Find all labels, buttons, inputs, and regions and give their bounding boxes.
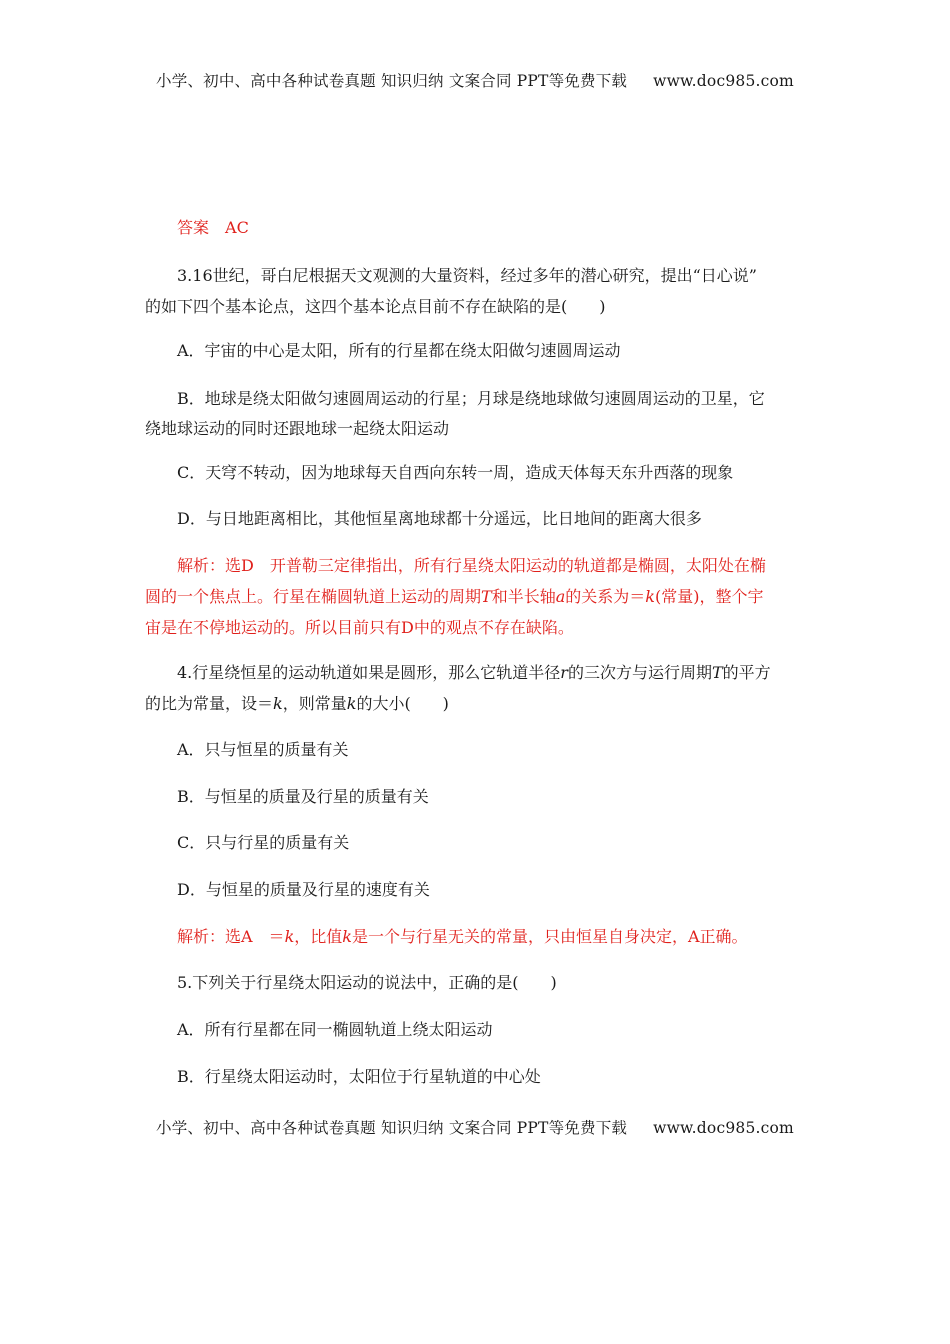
q3-analysis-line1: 解析：选D 开普勒三定律指出，所有行星绕太阳运动的轨道都是椭圆，太阳处在椭 [177, 556, 766, 575]
text-run: ，比值 [294, 927, 343, 946]
var-k: k [342, 927, 352, 946]
var-T: T [711, 663, 723, 682]
q3-option-c: C．天穹不转动，因为地球每天自西向东转一周，造成天体每天东升西落的现象 [177, 463, 734, 482]
text-run: 的关系为＝ [565, 587, 646, 606]
q3-option-d: D．与日地距离相比，其他恒星离地球都十分遥远，比日地间的距离大很多 [177, 509, 702, 528]
q3-analysis-line2 [145, 581, 810, 612]
answer-label: 答案 [177, 218, 210, 237]
q3-analysis-line3: 宙是在不停地运动的。所以目前只有D中的观点不存在缺陷。 [145, 618, 574, 637]
var-a: a [555, 587, 566, 606]
text-run: 的三次方与运行周期 [567, 663, 712, 682]
header-site-link[interactable]: www.doc985.com [653, 72, 794, 90]
q4-option-b: B．与恒星的质量及行星的质量有关 [177, 787, 429, 806]
text-run: 4.行星绕恒星的运动轨道如果是圆形，那么它轨道半径 [177, 663, 561, 682]
page-footer [0, 1116, 950, 1138]
footer-site-link[interactable]: www.doc985.com [653, 1119, 794, 1137]
q4-option-d: D．与恒星的质量及行星的速度有关 [177, 880, 430, 899]
q4-option-a: A．只与恒星的质量有关 [177, 740, 349, 759]
q4-stem-line2 [145, 688, 810, 719]
var-k: k [273, 694, 283, 713]
text-run: 和半长轴 [491, 587, 556, 606]
page-header [0, 69, 950, 91]
q3-stem-line2: 的如下四个基本论点，这四个基本论点目前不存在缺陷的是( ) [145, 297, 606, 316]
q5-option-b: B．行星绕太阳运动时，太阳位于行星轨道的中心处 [177, 1067, 541, 1086]
q3-stem-line1: 3.16世纪，哥白尼根据天文观测的大量资料，经过多年的潜心研究，提出“日心说” [177, 266, 757, 285]
q3-option-b-line1: B．地球是绕太阳做匀速圆周运动的行星；月球是绕地球做匀速圆周运动的卫星，它 [177, 389, 765, 408]
var-r: r [560, 663, 568, 682]
var-k: k [284, 927, 295, 946]
text-run: 解析：选A ＝ [177, 927, 285, 946]
q3-option-a: A．宇宙的中心是太阳，所有的行星都在绕太阳做匀速圆周运动 [177, 341, 621, 360]
answer-value: AC [225, 218, 249, 237]
text-run: (常量)，整个宇 [654, 587, 764, 606]
text-run: 圆的一个焦点上。行星在椭圆轨道上运动的周期 [145, 587, 482, 606]
text-run: 的平方 [722, 663, 771, 682]
q3-option-b-line2: 绕地球运动的同时还跟地球一起绕太阳运动 [145, 419, 450, 438]
var-k: k [346, 694, 357, 713]
var-T: T [481, 587, 492, 606]
text-run: 是一个与行星无关的常量，只由恒星自身决定，A正确。 [351, 927, 748, 946]
q5-option-a: A．所有行星都在同一椭圆轨道上绕太阳运动 [177, 1020, 493, 1039]
text-run: ，则常量 [282, 694, 347, 713]
header-text: 小学、初中、高中各种试卷真题 知识归纳 文案合同 PPT等免费下载 [156, 72, 628, 90]
footer-text: 小学、初中、高中各种试卷真题 知识归纳 文案合同 PPT等免费下载 [156, 1119, 628, 1137]
q4-option-c: C．只与行星的质量有关 [177, 833, 350, 852]
text-run: 的比为常量，设＝ [145, 694, 274, 713]
previous-answer [145, 212, 842, 243]
q4-stem-line1 [145, 657, 842, 688]
text-run: 的大小( ) [356, 694, 449, 713]
q4-analysis [145, 921, 842, 952]
q5-stem: 5.下列关于行星绕太阳运动的说法中，正确的是( ) [177, 973, 557, 992]
var-k: k [645, 587, 655, 606]
